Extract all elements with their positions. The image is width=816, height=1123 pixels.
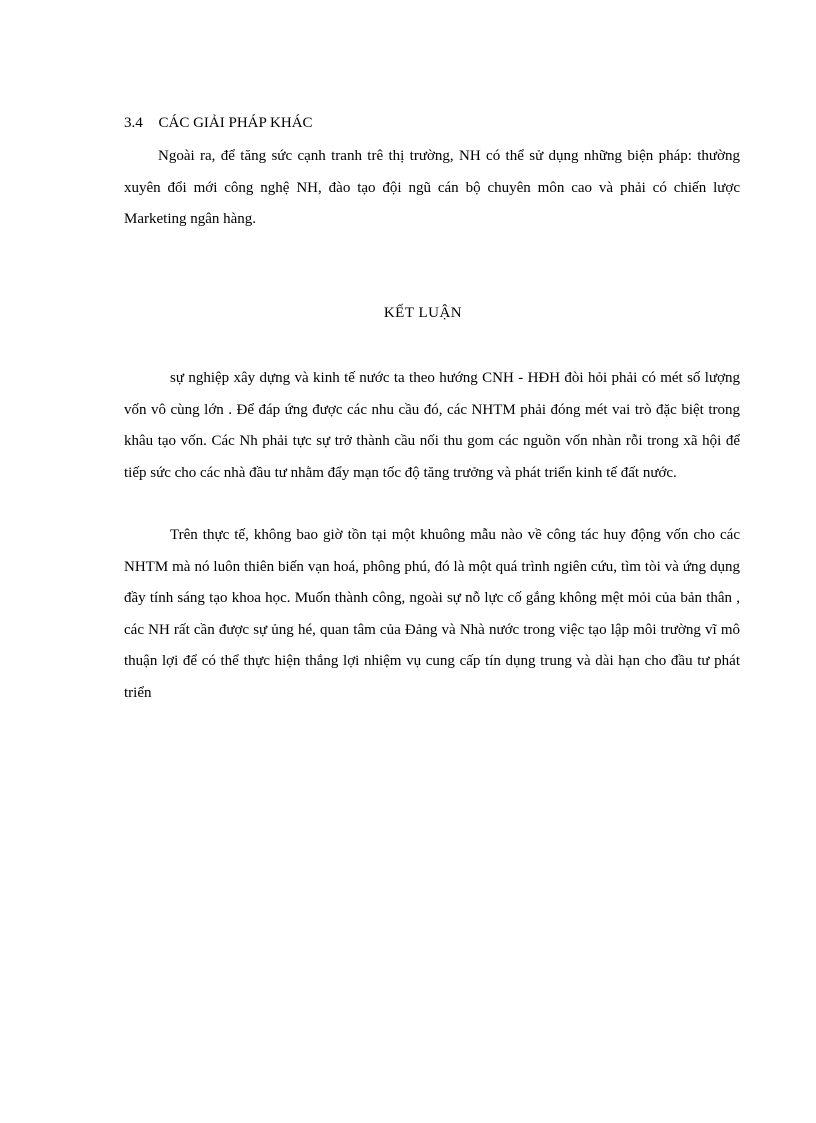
conclusion-paragraph-1: sự nghiệp xây dựng và kinh tế nước ta theo hướng CNH - HĐH đòi hỏi phải có mét số lượng vốn vô cùng lớn . Để đáp ứng được các nhu cầu đó, các NHTM phải đóng mét vai trò đặc biệt trong khâu tạo vốn. Các Nh phải tực sự trở thành cầu nối thu gom các nguồn vốn nhàn rỗi trong xã hội để tiếp sức cho các nhà đầu tư nhằm đẩy mạn tốc độ tăng trưởng và phát triển kinh tế đất nước. [124, 370, 740, 481]
section-title: CÁC GIẢI PHÁP KHÁC [158, 115, 313, 131]
section-paragraph: Ngoài ra, để tăng sức cạnh tranh trê thị trường, NH có thể sử dụng những biện pháp: thường xuyên đổi mới công nghệ NH, đào tạo đội ngũ cán bộ chuyên môn cao và phải có chiến lược Marketing ngân hàng. [124, 148, 740, 227]
conclusion-title: KẾT LUẬN [383, 305, 463, 321]
section-heading [124, 113, 313, 133]
conclusion-paragraph-2: Trên thực tế, không bao giờ tồn tại một khuông mẫu nào về công tác huy động vốn cho các NHTM mà nó luôn thiên biến vạn hoá, phông phú, đó là một quá trình ngiên cứu, tìm tòi và ứng dụng đầy tính sáng tạo khoa học. Muốn thành công, ngoài sự nỗ lực cố gắng không mệt mỏi của bản thân , các NH rất cần được sự ủng hé, quan tâm của Đảng và Nhà nước trong việc tạo lập môi trường vĩ mô thuận lợi để có thể thực hiện thắng lợi nhiệm vụ cung cấp tín dụng trung và dài hạn cho đầu tư phát triển [124, 527, 740, 701]
section-number: 3.4 [124, 115, 143, 131]
